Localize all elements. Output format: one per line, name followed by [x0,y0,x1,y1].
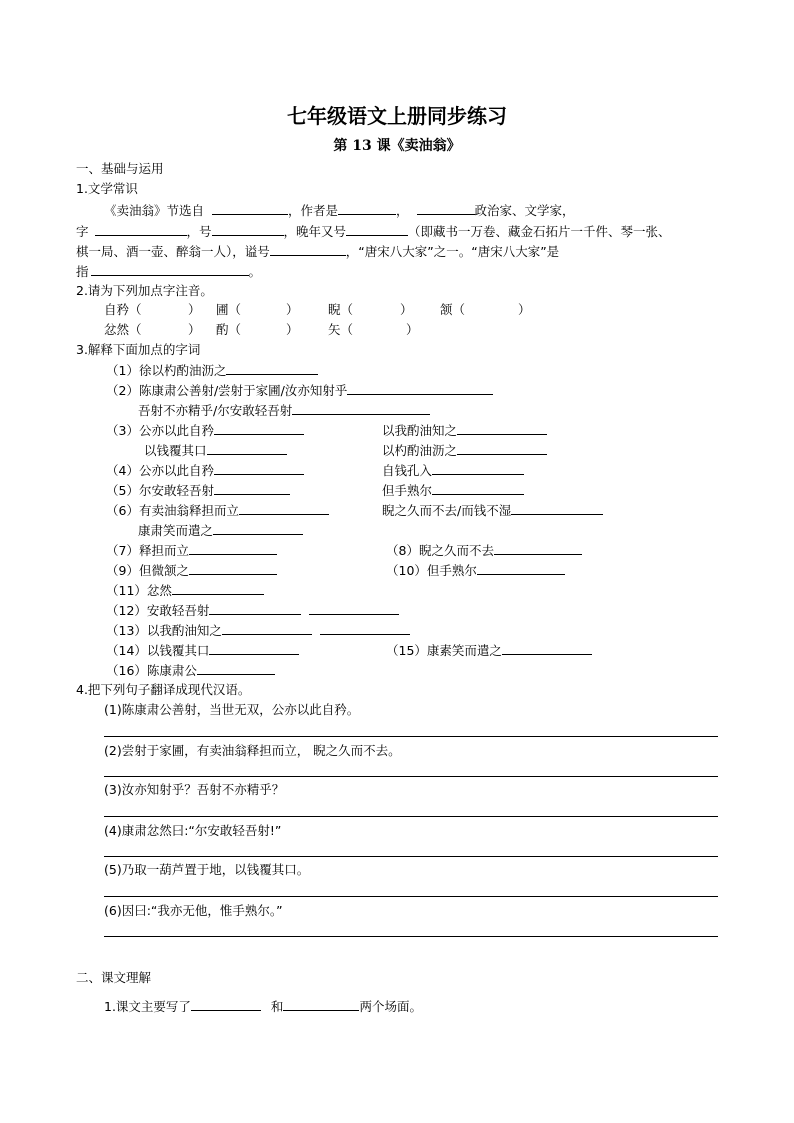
pinyin-item: 颔（ [440,302,466,317]
q1-text: 。 [248,264,262,279]
answer-blank[interactable] [432,482,524,495]
q3-item: （5）尔安敢轻吾射 [106,482,290,499]
answer-blank[interactable] [239,502,329,515]
lesson-subtitle: 第 13 课《卖油翁》 [333,138,461,154]
q2-heading: 2.请为下列加点字注音。 [76,283,213,298]
answer-blank[interactable] [209,642,299,655]
q1-text: ，号 [186,224,212,239]
answer-blank[interactable] [502,642,592,655]
q1-text: 《卖油翁》节选自 [104,203,205,218]
answer-blank[interactable] [283,998,359,1011]
q1-text: ， [396,203,409,218]
q1-heading: 1.文学常识 [76,181,138,196]
answer-blank[interactable] [213,522,303,535]
answer-blank[interactable] [457,442,547,455]
answer-blank[interactable] [432,462,524,475]
q3-item: （3）公亦以此自矜 [106,422,304,439]
q3-item: 自钱孔入 [382,462,524,479]
answer-line[interactable] [104,936,718,937]
q1-line4 [76,263,261,280]
q3-item: （11）忿然 [106,582,264,599]
answer-blank[interactable] [222,622,312,635]
answer-blank[interactable] [457,422,547,435]
answer-blank[interactable] [189,542,277,555]
pinyin-item: 睨（ [328,302,354,317]
answer-blank[interactable] [207,442,287,455]
pinyin-item: 矢（ [328,322,354,337]
q3-item: 康肃笑而遣之 [138,522,303,539]
answer-blank[interactable] [91,263,249,276]
q1-text: 指 [76,264,89,279]
answer-blank[interactable] [209,602,301,615]
answer-blank[interactable] [270,243,346,256]
q3-item: （2）陈康肃公善射/尝射于家圃/汝亦知射乎 [106,382,493,399]
pinyin-item: ） [406,322,419,337]
q1-line1 [104,202,575,219]
answer-blank[interactable] [214,482,290,495]
translation-prompt: (1)陈康肃公善射，当世无双，公亦以此自矜。 [104,702,360,717]
q3-item: （9）但微颔之 [106,562,277,579]
answer-blank[interactable] [494,542,582,555]
answer-blank[interactable] [191,998,261,1011]
section2-heading: 二、课文理解 [76,970,152,985]
pinyin-item: 酌（ [216,322,242,337]
q3-item: （8）睨之久而不去 [386,542,582,559]
q1-text: 政治家、文学家， [474,203,575,218]
translation-prompt: (4)康肃忿然曰:“尔安敢轻吾射!” [104,823,282,838]
q3-item: （14）以钱覆其口 [106,642,299,659]
q3-heading: 3.解释下面加点的字词 [76,342,201,357]
q3-item: 吾射不亦精乎/尔安敢轻吾射 [138,402,430,419]
answer-blank[interactable] [226,362,318,375]
q3-item: （10）但手熟尔 [386,562,565,579]
translation-prompt: (3)汝亦知射乎？吾射不亦精乎？ [104,782,285,797]
pinyin-item: ） [400,302,413,317]
section1-heading: 一、基础与运用 [76,161,164,176]
q3-item: （12）安敢轻吾射 [106,602,399,619]
pinyin-item: ） [286,322,299,337]
pinyin-item: ） [286,302,299,317]
answer-blank[interactable] [477,562,565,575]
q3-item: （16）陈康肃公 [106,662,275,679]
q1-text: ，“唐宋八大家”之一。“唐宋八大家”是 [345,244,560,259]
answer-blank[interactable] [511,502,603,515]
q1-text: 字 [76,224,89,239]
answer-blank[interactable] [320,622,410,635]
answer-blank[interactable] [197,662,275,675]
page-title: 七年级语文上册同步练习 [287,104,507,128]
q3-item: （4）公亦以此自矜 [106,462,304,479]
answer-blank[interactable] [214,462,304,475]
q1-text: ，作者是 [288,203,339,218]
answer-line[interactable] [104,816,718,817]
q3-item: 但手熟尔 [382,482,524,499]
q3-item: 睨之久而不去/而钱不湿 [382,502,603,519]
translation-prompt: (6)因曰:“我亦无他，惟手熟尔。” [104,903,283,918]
q3-item: （1）徐以杓酌油沥之 [106,362,318,379]
q3-item: 以钱覆其口 [144,442,287,459]
translation-prompt: (2)尝射于家圃，有卖油翁释担而立， 睨之久而不去。 [104,743,401,758]
answer-blank[interactable] [346,223,408,236]
q1-text: 棋一局、酒一壶、醉翁一人），谥号 [76,244,270,259]
answer-blank[interactable] [347,382,493,395]
answer-line[interactable] [104,856,718,857]
translation-prompt: (5)乃取一葫芦置于地，以钱覆其口。 [104,862,310,877]
q3-item: 以杓酌油沥之 [382,442,547,459]
answer-blank[interactable] [338,202,396,215]
q4-heading: 4.把下列句子翻译成现代汉语。 [76,682,251,697]
answer-blank[interactable] [172,582,264,595]
q3-item: （7）释担而立 [106,542,277,559]
q3-item: （13）以我酌油知之 [106,622,410,639]
answer-blank[interactable] [95,223,187,236]
q1-line2 [76,223,671,240]
answer-blank[interactable] [214,422,304,435]
q3-item: （6）有卖油翁释担而立 [106,502,329,519]
answer-blank[interactable] [417,202,475,215]
q3-item: 以我酌油知之 [382,422,547,439]
pinyin-item: ） [188,322,201,337]
q1-line3 [76,243,559,260]
answer-blank[interactable] [212,223,284,236]
pinyin-item: ） [188,302,201,317]
pinyin-item: ） [518,302,531,317]
pinyin-item: 忿然（ [104,322,142,337]
q1-text: ，晚年又号 [283,224,347,239]
answer-blank[interactable] [212,202,288,215]
pinyin-item: 圃（ [216,302,242,317]
pinyin-item: 自矜（ [104,302,142,317]
answer-line[interactable] [104,736,718,737]
answer-blank[interactable] [309,602,399,615]
answer-blank[interactable] [292,402,430,415]
answer-line[interactable] [104,776,718,777]
answer-blank[interactable] [189,562,277,575]
answer-line[interactable] [104,896,718,897]
section2-q1: 1.课文主要写了 和 两个场面。 [104,999,422,1014]
q3-item: （15）康素笑而遣之 [386,642,592,659]
q1-text: （即藏书一万卷、藏金石拓片一千件、琴一张、 [408,224,671,239]
